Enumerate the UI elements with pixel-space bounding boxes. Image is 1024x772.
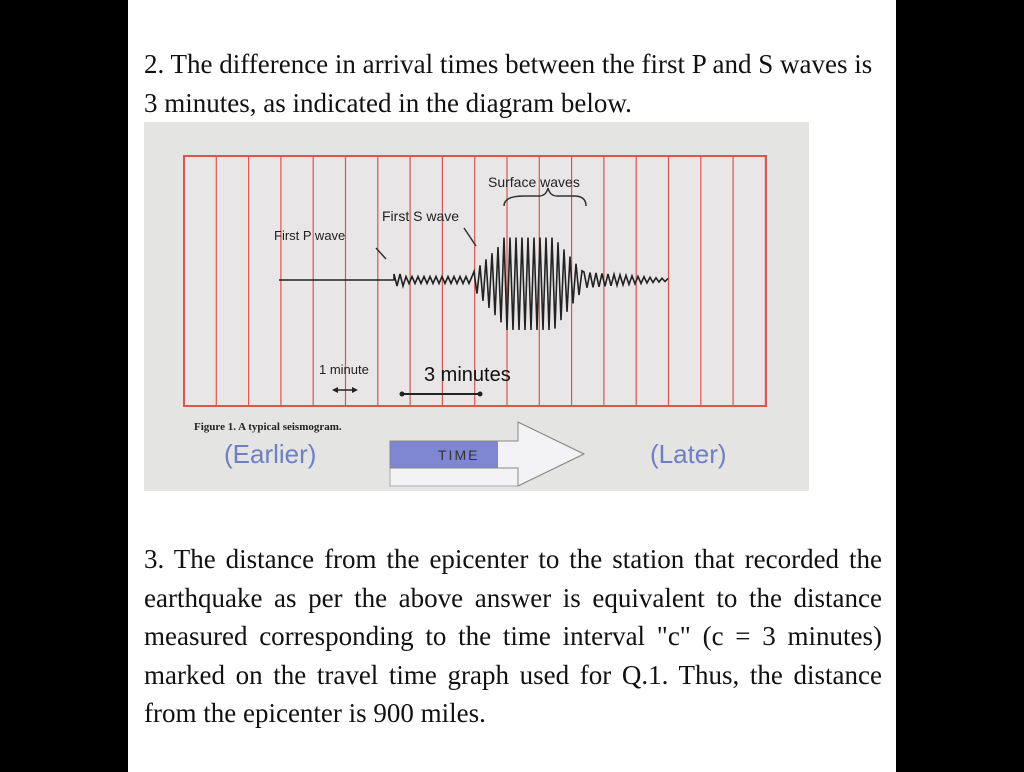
figure-caption: Figure 1. A typical seismogram. (194, 421, 342, 433)
later-label: (Later) (650, 439, 727, 469)
one-minute-label: 1 minute (319, 362, 369, 377)
surface-waves-label: Surface waves (488, 174, 580, 190)
question-3-text: 3. The distance from the epicenter to the station that recorded the earthquake as per the above answer is equivalent to the distance measured corresponding to the time interval "c" (c = 3 minutes) marked on the travel time graph used for Q.1. Thus, the distance from the epicenter is 900 miles. (144, 544, 882, 728)
earlier-label: (Earlier) (224, 439, 317, 469)
first-s-wave-label: First S wave (382, 208, 460, 224)
seismogram-figure (144, 122, 809, 491)
document-page (128, 0, 896, 772)
three-minutes-end-dot (478, 392, 483, 397)
three-minutes-start-dot (400, 392, 405, 397)
question-2-text: 2. The difference in arrival times between the first P and S waves is 3 minutes, as indicated in the diagram below. (144, 49, 873, 118)
time-label: TIME (438, 447, 480, 463)
seismogram-diagram (144, 122, 809, 491)
first-p-wave-label: First P wave (274, 228, 346, 243)
three-minutes-label: 3 minutes (424, 364, 511, 386)
